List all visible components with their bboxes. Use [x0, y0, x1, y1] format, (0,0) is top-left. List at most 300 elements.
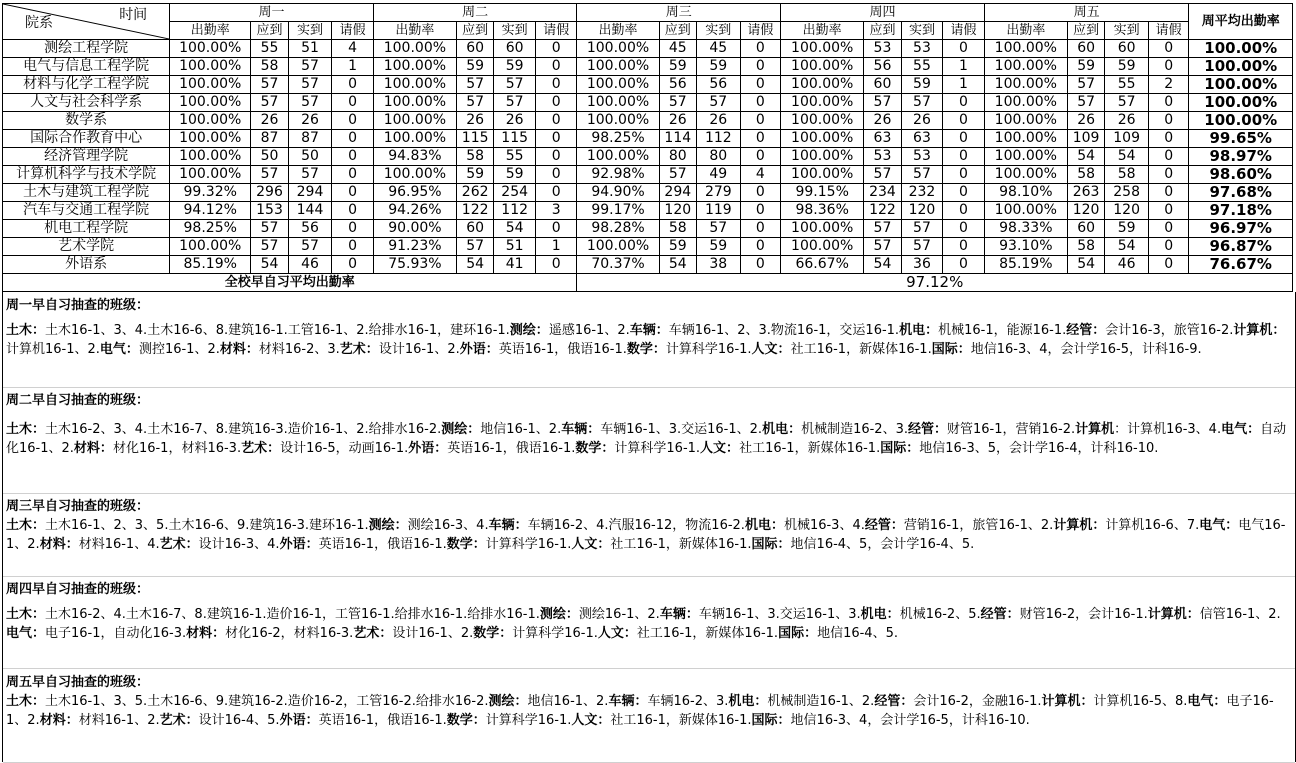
cell-leave: 0	[740, 40, 781, 58]
class-list: 地信16-4、5.	[817, 625, 898, 641]
cell-leave: 0	[332, 202, 374, 220]
cell-leave: 0	[332, 148, 374, 166]
cell-leave: 0	[535, 94, 577, 112]
cell-expected: 57	[659, 94, 696, 112]
cell-leave: 2	[1148, 76, 1189, 94]
unit-label: 计算机：	[1041, 694, 1094, 709]
day-header-thu: 周四	[781, 4, 985, 22]
class-list: 地信16-1、2.	[527, 694, 609, 709]
weekly-average-value: 96.97%	[1189, 220, 1293, 238]
day-header-tue: 周二	[373, 4, 577, 22]
table-row	[3, 40, 1293, 58]
college-name: 艺术学院	[3, 238, 170, 256]
cell-expected: 58	[1067, 166, 1104, 184]
cell-expected: 63	[864, 130, 901, 148]
cell-rate: 100.00%	[781, 112, 864, 130]
cell-actual: 45	[697, 40, 741, 58]
cell-actual: 41	[494, 256, 536, 274]
header-corner-cell	[3, 4, 170, 40]
table-row	[3, 58, 1293, 76]
cell-rate: 100.00%	[781, 76, 864, 94]
cell-expected: 54	[251, 256, 288, 274]
col-header-actual-tue: 实到	[494, 22, 536, 40]
cell-rate: 100.00%	[781, 94, 864, 112]
school-average-row	[3, 274, 1293, 292]
cell-actual: 59	[697, 58, 741, 76]
unit-label: 计算机	[1075, 422, 1115, 437]
unit-label: 车辆：	[608, 694, 648, 709]
cell-actual: 55	[901, 58, 943, 76]
col-header-actual-thu: 实到	[901, 22, 943, 40]
section-thursday	[3, 576, 1295, 669]
unit-label: 车辆：	[659, 607, 699, 622]
cell-leave: 0	[1148, 58, 1189, 76]
class-list: 设计16-5，动画16-1.	[280, 440, 409, 456]
cell-rate: 100.00%	[577, 40, 659, 58]
cell-rate: 100.00%	[984, 112, 1067, 130]
unit-label: 测绘：	[441, 422, 481, 437]
section-title: 周二早自习抽查的班级：	[6, 393, 150, 408]
col-header-expected-fri: 应到	[1067, 22, 1104, 40]
unit-label: 电气：	[1221, 422, 1261, 437]
cell-expected: 234	[864, 184, 901, 202]
college-name: 土木与建筑工程学院	[3, 184, 170, 202]
cell-rate: 100.00%	[170, 166, 251, 184]
cell-expected: 57	[864, 238, 901, 256]
unit-label: 数学：	[575, 440, 615, 456]
cell-leave: 0	[943, 130, 985, 148]
class-list: 机械制造16-1、2.	[767, 694, 875, 709]
cell-leave: 1	[535, 238, 577, 256]
cell-rate: 100.00%	[170, 130, 251, 148]
class-list: 英语16-1，俄语16-1.	[447, 440, 576, 456]
cell-leave: 0	[332, 256, 374, 274]
cell-rate: 98.28%	[577, 220, 659, 238]
corner-dept-label: 院系	[25, 15, 53, 31]
cell-leave: 4	[332, 40, 374, 58]
unit-label: 计算机：	[1053, 518, 1106, 533]
cell-rate: 100.00%	[170, 148, 251, 166]
cell-actual: 59	[697, 238, 741, 256]
class-list: 设计16-4、5.	[198, 712, 280, 728]
cell-actual: 50	[288, 148, 332, 166]
college-name: 外语系	[3, 256, 170, 274]
cell-expected: 294	[659, 184, 696, 202]
table-row	[3, 148, 1293, 166]
cell-rate: 91.23%	[373, 238, 456, 256]
cell-leave: 0	[740, 58, 781, 76]
unit-label: 艺术：	[339, 341, 379, 357]
cell-actual: 59	[1105, 220, 1149, 238]
class-list: 电气16-1、2.	[6, 518, 1286, 552]
unit-label: 车辆：	[561, 422, 601, 437]
cell-rate: 100.00%	[577, 94, 659, 112]
class-list: 地信16-4、5，会计学16-4、5.	[790, 536, 975, 552]
cell-expected: 26	[659, 112, 696, 130]
cell-leave: 0	[332, 76, 374, 94]
unit-label: 艺术：	[159, 536, 199, 552]
cell-leave: 0	[1148, 166, 1189, 184]
cell-rate: 99.17%	[577, 202, 659, 220]
cell-expected: 54	[864, 256, 901, 274]
section-wednesday	[3, 493, 1295, 577]
cell-expected: 60	[456, 40, 493, 58]
cell-actual: 59	[494, 58, 536, 76]
cell-expected: 57	[1067, 76, 1104, 94]
cell-rate: 100.00%	[781, 238, 864, 256]
section-body	[6, 421, 1289, 458]
cell-leave: 0	[1148, 94, 1189, 112]
cell-leave: 0	[740, 130, 781, 148]
cell-expected: 60	[864, 76, 901, 94]
cell-actual: 115	[494, 130, 536, 148]
day-header-wed: 周三	[577, 4, 781, 22]
cell-actual: 55	[494, 148, 536, 166]
cell-actual: 57	[494, 76, 536, 94]
cell-leave: 0	[740, 76, 781, 94]
class-list: 土木16-2、3、4.土木16-7、8.建筑16-3.造价16-1、2.给排水16-2.	[45, 422, 442, 437]
class-list: 材化16-2，材料16-3.	[225, 625, 354, 641]
col-header-rate-mon: 出勤率	[170, 22, 251, 40]
college-name: 经济管理学院	[3, 148, 170, 166]
cell-leave: 0	[535, 256, 577, 274]
cell-actual: 38	[697, 256, 741, 274]
cell-expected: 54	[659, 256, 696, 274]
cell-expected: 53	[864, 40, 901, 58]
cell-expected: 80	[659, 148, 696, 166]
cell-leave: 3	[535, 202, 577, 220]
cell-rate: 100.00%	[170, 58, 251, 76]
unit-label: 经管：	[1066, 323, 1106, 338]
weekly-average-value: 97.68%	[1189, 184, 1293, 202]
college-name: 汽车与交通工程学院	[3, 202, 170, 220]
cell-leave: 0	[943, 202, 985, 220]
cell-rate: 85.19%	[984, 256, 1067, 274]
unit-label: 车辆：	[488, 518, 528, 533]
day-header-fri: 周五	[984, 4, 1189, 22]
unit-label: 外语：	[279, 712, 319, 728]
cell-leave: 4	[740, 166, 781, 184]
cell-actual: 26	[288, 112, 332, 130]
college-name: 计算机科学与技术学院	[3, 166, 170, 184]
unit-label: 材料：	[39, 712, 79, 728]
cell-expected: 57	[864, 166, 901, 184]
cell-leave: 0	[332, 184, 374, 202]
unit-label: 国际：	[778, 625, 818, 641]
col-header-expected-wed: 应到	[659, 22, 696, 40]
section-title: 周五早自习抽查的班级：	[6, 675, 150, 690]
cell-actual: 55	[1105, 76, 1149, 94]
cell-actual: 51	[494, 238, 536, 256]
cell-expected: 57	[456, 238, 493, 256]
class-list: 会计16-2，金融16-1.	[913, 694, 1042, 709]
cell-rate: 100.00%	[373, 130, 456, 148]
cell-actual: 63	[901, 130, 943, 148]
cell-expected: 122	[456, 202, 493, 220]
class-list: 设计16-1、2.	[392, 625, 474, 641]
unit-label: 人文：	[700, 440, 740, 456]
class-list: 计算机16-6、7.	[1105, 518, 1200, 533]
cell-rate: 100.00%	[984, 58, 1067, 76]
table-row	[3, 130, 1293, 148]
cell-expected: 109	[1067, 130, 1104, 148]
cell-expected: 60	[1067, 220, 1104, 238]
class-list: 车辆16-2、3.	[647, 694, 729, 709]
cell-rate: 99.32%	[170, 184, 251, 202]
table-row	[3, 112, 1293, 130]
class-list: 机械16-3、4.	[783, 518, 865, 533]
class-list: 计算科学16-1.	[512, 625, 598, 641]
class-list: 计算科学16-1.	[485, 536, 572, 552]
unit-label: 人文：	[571, 712, 611, 728]
cell-expected: 55	[251, 40, 288, 58]
cell-rate: 98.25%	[170, 220, 251, 238]
cell-rate: 100.00%	[984, 166, 1067, 184]
weekly-average-value: 100.00%	[1189, 112, 1293, 130]
table-row	[3, 220, 1293, 238]
school-average-label: 全校早自习平均出勤率	[3, 274, 577, 292]
cell-leave: 0	[535, 76, 577, 94]
cell-expected: 57	[659, 166, 696, 184]
class-list: 社工16-1，新媒体16-1.	[610, 712, 752, 728]
cell-rate: 100.00%	[781, 40, 864, 58]
cell-actual: 57	[697, 94, 741, 112]
cell-leave: 0	[535, 40, 577, 58]
unit-label: 机电：	[899, 323, 939, 338]
cell-expected: 59	[659, 238, 696, 256]
class-list: 计算科学16-1.	[614, 440, 701, 456]
cell-rate: 100.00%	[984, 130, 1067, 148]
cell-rate: 100.00%	[170, 40, 251, 58]
cell-actual: 258	[1105, 184, 1149, 202]
unit-label: 机电：	[728, 694, 768, 709]
table-row	[3, 238, 1293, 256]
unit-label: 机电：	[762, 422, 802, 437]
col-header-rate-thu: 出勤率	[781, 22, 864, 40]
unit-label: 人文：	[751, 341, 791, 357]
class-list: 英语16-1，俄语16-1.	[318, 536, 447, 552]
table-row	[3, 76, 1293, 94]
cell-expected: 57	[251, 220, 288, 238]
cell-actual: 59	[901, 76, 943, 94]
weekly-average-value: 100.00%	[1189, 40, 1293, 58]
class-list: 电子16-1、2.	[6, 694, 1274, 728]
cell-expected: 60	[456, 220, 493, 238]
class-list: 地信16-1、2.	[480, 422, 562, 437]
unit-label: 机电：	[860, 607, 900, 622]
cell-actual: 53	[901, 148, 943, 166]
col-header-expected-thu: 应到	[864, 22, 901, 40]
cell-rate: 100.00%	[984, 94, 1067, 112]
cell-expected: 56	[864, 58, 901, 76]
cell-rate: 100.00%	[577, 76, 659, 94]
cell-actual: 49	[697, 166, 741, 184]
class-list: 财管16-2，会计16-1.	[1019, 607, 1148, 622]
cell-actual: 54	[494, 220, 536, 238]
unit-label: 外语：	[279, 536, 319, 552]
unit-label: 国际：	[931, 341, 971, 357]
cell-expected: 26	[251, 112, 288, 130]
cell-rate: 100.00%	[373, 94, 456, 112]
weekly-average-value: 100.00%	[1189, 58, 1293, 76]
cell-expected: 54	[1067, 148, 1104, 166]
cell-leave: 0	[535, 130, 577, 148]
cell-leave: 0	[740, 94, 781, 112]
cell-expected: 57	[1067, 94, 1104, 112]
cell-actual: 120	[901, 202, 943, 220]
cell-actual: 26	[901, 112, 943, 130]
class-list: 测控16-1、2.	[138, 341, 220, 357]
unit-label: 电气：	[1199, 518, 1239, 533]
unit-label: 经管：	[864, 518, 904, 533]
cell-leave: 1	[332, 58, 374, 76]
unit-label: 机电：	[744, 518, 784, 533]
cell-actual: 279	[697, 184, 741, 202]
cell-leave: 0	[332, 112, 374, 130]
table-row	[3, 166, 1293, 184]
cell-rate: 100.00%	[170, 94, 251, 112]
cell-leave: 0	[740, 112, 781, 130]
section-title: 周四早自习抽查的班级：	[6, 582, 150, 597]
cell-expected: 57	[864, 220, 901, 238]
class-list: 计算科学16-1.	[485, 712, 572, 728]
weekly-average-value: 97.18%	[1189, 202, 1293, 220]
cell-rate: 100.00%	[373, 58, 456, 76]
cell-rate: 70.37%	[577, 256, 659, 274]
cell-actual: 46	[1105, 256, 1149, 274]
cell-actual: 120	[1105, 202, 1149, 220]
table-row	[3, 94, 1293, 112]
weekly-average-value: 96.87%	[1189, 238, 1293, 256]
cell-rate: 85.19%	[170, 256, 251, 274]
cell-rate: 100.00%	[373, 166, 456, 184]
class-list: 材料16-1、2.	[78, 712, 160, 728]
class-list: 土木16-1、3、4.土木16-6、8.建筑16-1.工管16-1、2.给排水16-1，建环16-1.	[45, 323, 510, 338]
unit-label: 测绘：	[509, 323, 549, 338]
cell-leave: 1	[943, 76, 985, 94]
unit-label: 计算机：	[1147, 607, 1200, 622]
cell-rate: 100.00%	[984, 148, 1067, 166]
cell-leave: 0	[943, 220, 985, 238]
cell-leave: 0	[332, 238, 374, 256]
col-header-leave-mon: 请假	[332, 22, 374, 40]
unit-label: 电气：	[6, 625, 46, 641]
unit-label: 电气：	[99, 341, 139, 357]
cell-actual: 57	[697, 220, 741, 238]
unit-label: 人文：	[571, 536, 611, 552]
col-header-expected-tue: 应到	[456, 22, 493, 40]
cell-leave: 0	[535, 166, 577, 184]
cell-rate: 66.67%	[781, 256, 864, 274]
cell-actual: 144	[288, 202, 332, 220]
cell-expected: 59	[1067, 58, 1104, 76]
section-tuesday	[3, 387, 1295, 494]
cell-leave: 0	[1148, 40, 1189, 58]
class-list: 车辆16-1、2、3.物流16-1，交运16-1.	[668, 323, 900, 338]
cell-leave: 0	[535, 58, 577, 76]
cell-expected: 56	[659, 76, 696, 94]
cell-rate: 96.95%	[373, 184, 456, 202]
cell-rate: 75.93%	[373, 256, 456, 274]
unit-label: 土木：	[6, 694, 46, 709]
cell-expected: 57	[251, 238, 288, 256]
col-header-actual-wed: 实到	[697, 22, 741, 40]
unit-label: 车辆：	[629, 323, 669, 338]
cell-leave: 0	[943, 148, 985, 166]
class-list: 测绘16-1、2.	[578, 607, 660, 622]
col-header-rate-fri: 出勤率	[984, 22, 1067, 40]
class-list: 机械16-1，能源16-1.	[938, 323, 1067, 338]
cell-actual: 59	[1105, 58, 1149, 76]
day-header-mon: 周一	[170, 4, 374, 22]
col-header-rate-tue: 出勤率	[373, 22, 456, 40]
unit-label: 艺术：	[353, 625, 393, 641]
college-name: 电气与信息工程学院	[3, 58, 170, 76]
cell-leave: 0	[1148, 220, 1189, 238]
unit-label: 外语：	[459, 341, 499, 357]
cell-expected: 54	[456, 256, 493, 274]
section-title: 周三早自习抽查的班级：	[6, 499, 150, 514]
section-body	[6, 693, 1289, 730]
cell-rate: 98.36%	[781, 202, 864, 220]
cell-rate: 100.00%	[170, 112, 251, 130]
cell-leave: 0	[740, 184, 781, 202]
class-list: 英语16-1，俄语16-1.	[498, 341, 627, 357]
cell-actual: 26	[494, 112, 536, 130]
cell-rate: 94.83%	[373, 148, 456, 166]
unit-label: 测绘：	[368, 518, 408, 533]
cell-leave: 1	[943, 58, 985, 76]
class-list: 土木16-2、4.土木16-7、8.建筑16-1.造价16-1，工管16-1.给排水16-1.给排水16-1.	[45, 607, 540, 622]
class-list: 社工16-1，新媒体16-1.	[610, 536, 752, 552]
cell-actual: 53	[901, 40, 943, 58]
cell-leave: 0	[1148, 238, 1189, 256]
cell-leave: 0	[943, 40, 985, 58]
unit-label: 材料：	[39, 536, 79, 552]
cell-rate: 93.10%	[984, 238, 1067, 256]
cell-expected: 50	[251, 148, 288, 166]
cell-expected: 60	[1067, 40, 1104, 58]
cell-leave: 0	[1148, 148, 1189, 166]
cell-rate: 100.00%	[170, 238, 251, 256]
section-title: 周一早自习抽查的班级：	[6, 298, 150, 313]
unit-label: 数学：	[473, 625, 513, 641]
corner-time-label: 时间	[119, 7, 148, 23]
attendance-table	[2, 3, 1293, 292]
section-monday	[3, 292, 1295, 388]
class-list: 社工16-1，新媒体16-1.	[739, 440, 881, 456]
unit-label: 计算机：	[1233, 323, 1286, 338]
cell-actual: 57	[494, 94, 536, 112]
cell-actual: 57	[901, 220, 943, 238]
unit-label: 外语：	[408, 440, 448, 456]
cell-rate: 98.33%	[984, 220, 1067, 238]
cell-actual: 59	[494, 166, 536, 184]
class-list: 车辆16-1、3.交运16-1、3.	[698, 607, 861, 622]
unit-label: 数学：	[626, 341, 666, 357]
cell-rate: 100.00%	[781, 58, 864, 76]
cell-rate: 100.00%	[781, 166, 864, 184]
cell-expected: 57	[864, 94, 901, 112]
class-list: 计算机16-5、8.	[1093, 694, 1188, 709]
unit-label: 土木：	[6, 518, 46, 533]
class-list: 测绘16-3、4.	[407, 518, 489, 533]
cell-leave: 0	[1148, 130, 1189, 148]
cell-rate: 100.00%	[984, 76, 1067, 94]
cell-actual: 232	[901, 184, 943, 202]
cell-leave: 0	[943, 184, 985, 202]
weekly-average-value: 76.67%	[1189, 256, 1293, 274]
